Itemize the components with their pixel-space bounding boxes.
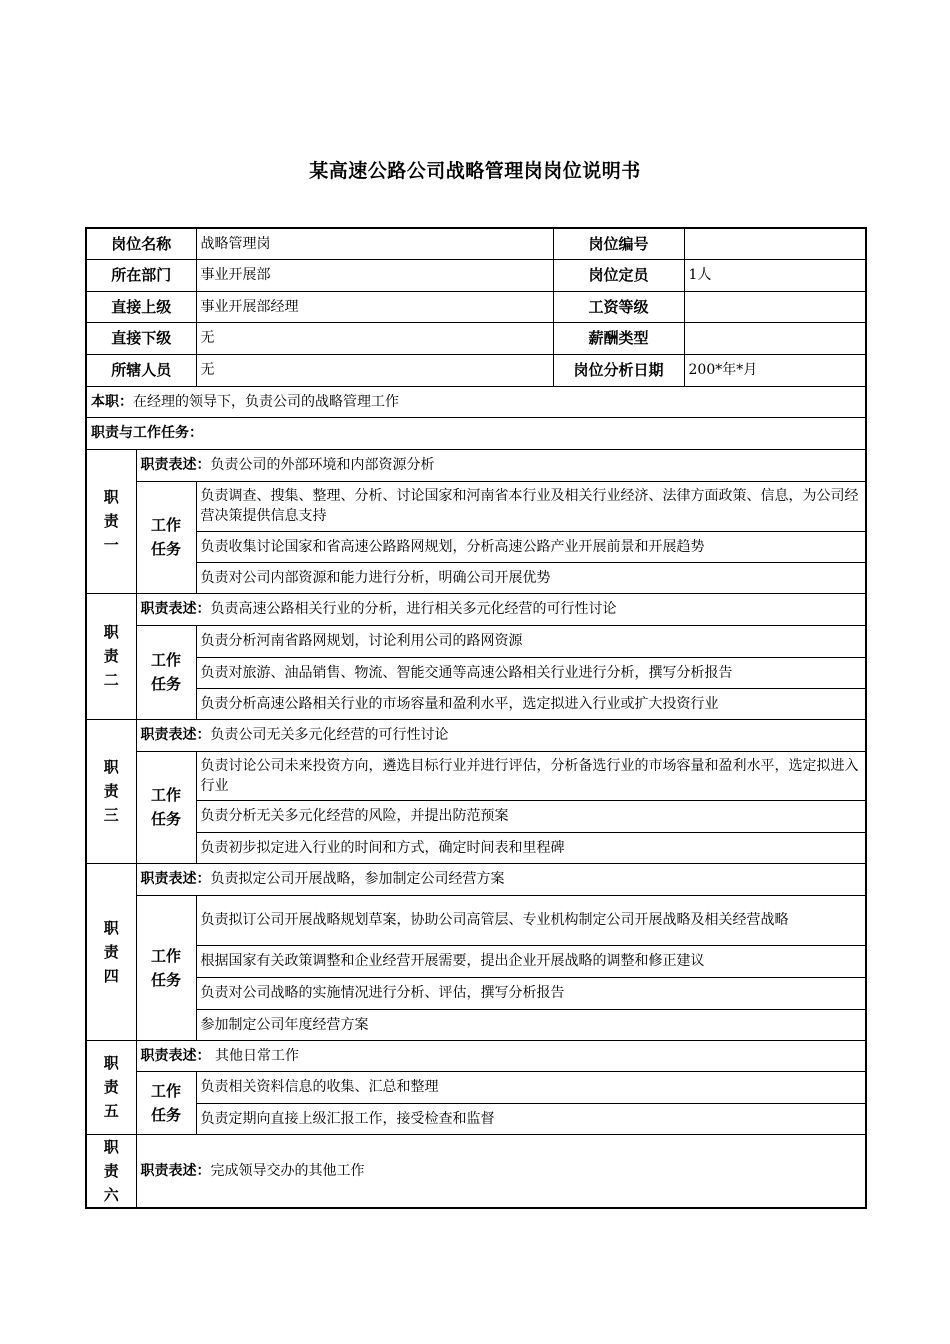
info-row bbox=[86, 259, 866, 291]
duty-statement-row bbox=[86, 593, 866, 625]
document-title: 某高速公路公司战略管理岗岗位说明书 bbox=[309, 160, 641, 182]
duty-name-3: 职 责 三 bbox=[86, 719, 136, 863]
duty-name-1: 职 责 一 bbox=[86, 449, 136, 593]
quota-label: 岗位定员 bbox=[553, 259, 684, 291]
task-item: 负责分析河南省路网规划，讨论利用公司的路网资源 bbox=[196, 625, 866, 657]
work-task-label: 工作 任务 bbox=[136, 625, 196, 719]
task-item: 负责相关资料信息的收集、汇总和整理 bbox=[196, 1071, 866, 1103]
analysis-date-value: 200*年*月 bbox=[684, 354, 866, 386]
task-item: 负责对公司内部资源和能力进行分析，明确公司开展优势 bbox=[196, 562, 866, 593]
duty-statement-3 bbox=[136, 719, 866, 751]
info-row bbox=[86, 322, 866, 354]
analysis-date-label: 岗位分析日期 bbox=[553, 354, 684, 386]
task-row bbox=[86, 481, 866, 531]
statement-label: 职责表述： bbox=[140, 871, 211, 887]
duty-statement-row bbox=[86, 1040, 866, 1071]
statement-label: 职责表述： bbox=[140, 457, 211, 473]
jurisdiction-label: 所辖人员 bbox=[86, 354, 196, 386]
task-item: 负责讨论公司未来投资方向，遴选目标行业并进行评估，分析备选行业的市场容量和盈利水平，选定拟进入行业 bbox=[196, 751, 866, 800]
subordinate-label: 直接下级 bbox=[86, 322, 196, 354]
task-item: 根据国家有关政策调整和企业经营开展需要，提出企业开展战略的调整和修正建议 bbox=[196, 945, 866, 977]
post-name-value: 战略管理岗 bbox=[196, 228, 553, 259]
statement-text: 负责高速公路相关行业的分析，进行相关多元化经营的可行性讨论 bbox=[210, 601, 617, 617]
task-item: 负责调查、搜集、整理、分析、讨论国家和河南省本行业及相关行业经济、法律方面政策、信息，为公司经营决策提供信息支持 bbox=[196, 481, 866, 531]
job-description-table bbox=[85, 227, 867, 1209]
post-name-label: 岗位名称 bbox=[86, 228, 196, 259]
task-item: 负责定期向直接上级汇报工作，接受检查和监督 bbox=[196, 1103, 866, 1134]
wage-value bbox=[684, 291, 866, 322]
duty-name-2: 职 责 二 bbox=[86, 593, 136, 719]
quota-value: 1人 bbox=[684, 259, 866, 291]
duty-statement-row bbox=[86, 1134, 866, 1208]
core-responsibility bbox=[86, 386, 866, 417]
statement-text: 其他日常工作 bbox=[210, 1047, 299, 1064]
info-row bbox=[86, 354, 866, 386]
duty-statement-4 bbox=[136, 863, 866, 895]
task-item: 负责分析高速公路相关行业的市场容量和盈利水平，选定拟进入行业或扩大投资行业 bbox=[196, 688, 866, 719]
task-row bbox=[86, 562, 866, 593]
task-row bbox=[86, 531, 866, 562]
task-row bbox=[86, 945, 866, 977]
superior-label: 直接上级 bbox=[86, 291, 196, 322]
work-task-label: 工作 任务 bbox=[136, 751, 196, 863]
wage-label: 工资等级 bbox=[553, 291, 684, 322]
statement-text: 完成领导交办的其他工作 bbox=[210, 1162, 365, 1179]
statement-text: 负责公司的外部环境和内部资源分析 bbox=[210, 457, 435, 473]
task-row bbox=[86, 751, 866, 800]
job-description-form bbox=[85, 227, 865, 1209]
task-row bbox=[86, 895, 866, 945]
duty-name-5: 职 责 五 bbox=[86, 1040, 136, 1134]
task-item: 负责拟订公司开展战略规划草案，协助公司高管层、专业机构制定公司开展战略及相关经营战略 bbox=[196, 895, 866, 945]
statement-label: 职责表述： bbox=[140, 601, 211, 617]
task-row bbox=[86, 800, 866, 832]
task-row bbox=[86, 1009, 866, 1040]
statement-text: 负责公司无关多元化经营的可行性讨论 bbox=[210, 727, 449, 743]
dept-value: 事业开展部 bbox=[196, 259, 553, 291]
task-row bbox=[86, 625, 866, 657]
task-item: 负责初步拟定进入行业的时间和方式，确定时间表和里程碑 bbox=[196, 832, 866, 863]
duty-statement-row bbox=[86, 719, 866, 751]
duties-heading-row bbox=[86, 417, 866, 449]
task-item: 负责收集讨论国家和省高速公路路网规划，分析高速公路产业开展前景和开展趋势 bbox=[196, 531, 866, 562]
statement-label: 职责表述： bbox=[140, 727, 211, 743]
core-row bbox=[86, 386, 866, 417]
duty-name-4: 职 责 四 bbox=[86, 863, 136, 1040]
work-task-label: 工作 任务 bbox=[136, 481, 196, 593]
subordinate-value: 无 bbox=[196, 322, 553, 354]
duty-statement-2 bbox=[136, 593, 866, 625]
statement-text: 负责拟定公司开展战略，参加制定公司经营方案 bbox=[210, 871, 505, 887]
post-no-value bbox=[684, 228, 866, 259]
duty-statement-6 bbox=[136, 1134, 866, 1208]
task-item: 参加制定公司年度经营方案 bbox=[196, 1009, 866, 1040]
post-no-label: 岗位编号 bbox=[553, 228, 684, 259]
pay-type-value bbox=[684, 322, 866, 354]
duty-statement-row bbox=[86, 449, 866, 481]
jurisdiction-value: 无 bbox=[196, 354, 553, 386]
core-label: 本职： bbox=[91, 393, 133, 410]
core-text: 在经理的领导下，负责公司的战略管理工作 bbox=[133, 393, 399, 410]
duty-statement-5 bbox=[136, 1040, 866, 1071]
work-task-label: 工作 任务 bbox=[136, 895, 196, 1040]
duty-statement-1 bbox=[136, 449, 866, 481]
statement-label: 职责表述： bbox=[140, 1047, 211, 1064]
task-item: 负责对旅游、油品销售、物流、智能交通等高速公路相关行业进行分析，撰写分析报告 bbox=[196, 657, 866, 688]
task-item: 负责分析无关多元化经营的风险，并提出防范预案 bbox=[196, 800, 866, 832]
task-row bbox=[86, 1071, 866, 1103]
task-row bbox=[86, 688, 866, 719]
task-row bbox=[86, 657, 866, 688]
task-row bbox=[86, 832, 866, 863]
superior-value: 事业开展部经理 bbox=[196, 291, 553, 322]
duty-name-6: 职 责 六 bbox=[86, 1134, 136, 1208]
duties-heading: 职责与工作任务： bbox=[86, 417, 866, 449]
info-row bbox=[86, 228, 866, 259]
duty-statement-row bbox=[86, 863, 866, 895]
task-item: 负责对公司战略的实施情况进行分析、评估，撰写分析报告 bbox=[196, 977, 866, 1009]
pay-type-label: 薪酬类型 bbox=[553, 322, 684, 354]
statement-label: 职责表述： bbox=[140, 1162, 211, 1179]
task-row bbox=[86, 1103, 866, 1134]
dept-label: 所在部门 bbox=[86, 259, 196, 291]
task-row bbox=[86, 977, 866, 1009]
info-row bbox=[86, 291, 866, 322]
work-task-label: 工作 任务 bbox=[136, 1071, 196, 1134]
